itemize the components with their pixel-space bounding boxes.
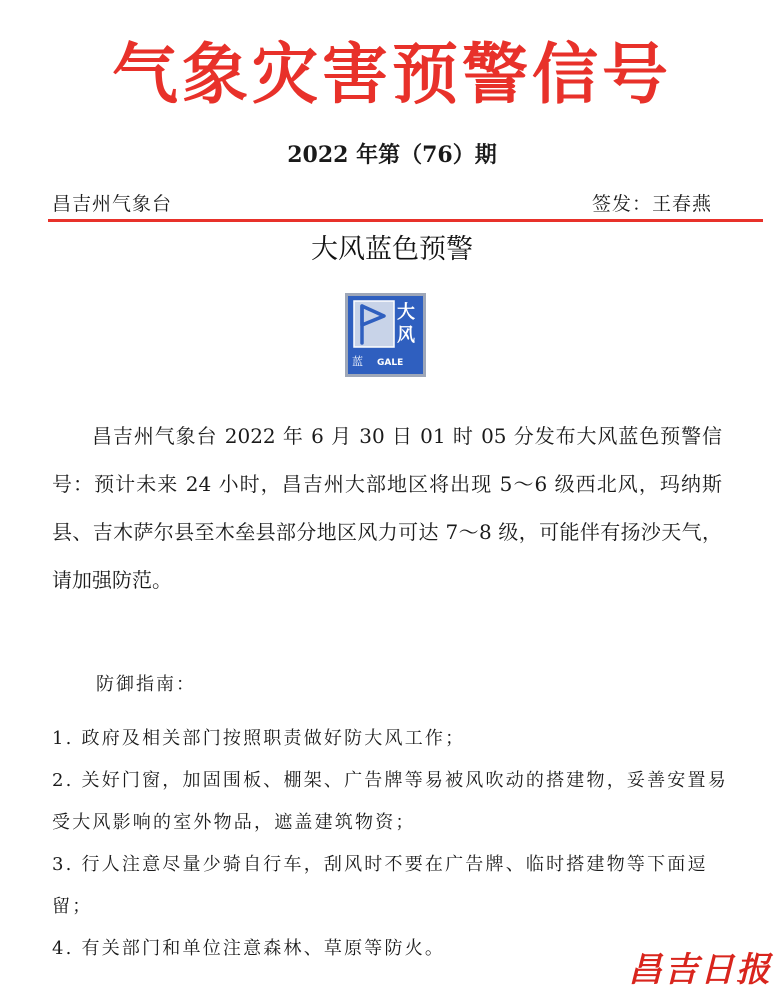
- guide-item: 4. 有关部门和单位注意森林、草原等防火。: [52, 938, 446, 959]
- red-divider: [48, 219, 763, 222]
- issue-number: 2022 年第（76）期: [287, 142, 497, 168]
- guide-title: 防御指南：: [96, 674, 196, 695]
- newspaper-logo: 昌吉日报: [628, 950, 772, 990]
- issuer-name: 昌吉州气象台: [52, 193, 173, 215]
- badge-char-feng: 风: [397, 325, 415, 346]
- badge-char-da: 大: [397, 302, 415, 323]
- header-row: [52, 190, 712, 218]
- signer-name: 签发：王春燕: [591, 193, 712, 215]
- guide-item: 2. 关好门窗，加固围板、棚架、广告牌等易被风吹动的搭建物，妥善安置易受大风影响的室外物品，遮盖建筑物资；: [52, 770, 728, 833]
- warning-body: 昌吉州气象台 2022 年 6 月 30 日 01 时 05 分发布大风蓝色预警信号：预计未来 24 小时，昌吉州大部地区将出现 5～6 级西北风，玛纳斯县、吉木萨尔县至木垒县部分地区风力可达 7～8 级，可能伴有扬沙天气，请加强防范。: [52, 424, 722, 592]
- guide-item: 3. 行人注意尽量少骑自行车，刮风时不要在广告牌、临时搭建物等下面逗留；: [52, 854, 708, 917]
- badge-footer: [352, 354, 403, 370]
- gale-blue-warning-badge: [345, 293, 426, 377]
- badge-gale-label: GALE: [377, 358, 404, 368]
- document-title: 气象灾害预警信号: [112, 36, 672, 113]
- badge-level: 蓝: [352, 355, 363, 368]
- warning-subtitle: 大风蓝色预警: [311, 234, 473, 265]
- guide-item: 1. 政府及相关部门按照职责做好防大风工作；: [52, 728, 466, 749]
- guide-list: [52, 718, 732, 970]
